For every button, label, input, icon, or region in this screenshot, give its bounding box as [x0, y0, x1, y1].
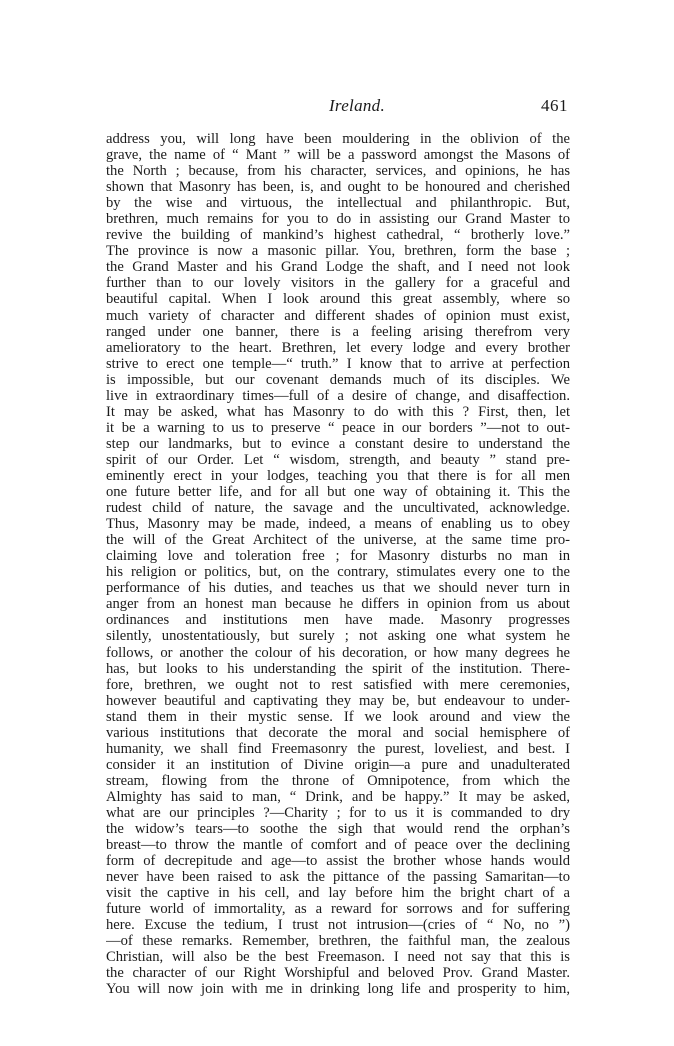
text-line: strive to erect one temple—“ truth.” I know that to arrive at perfection — [106, 355, 570, 372]
text-line: address you, will long have been mouldering in the oblivion of the — [106, 131, 570, 147]
text-line: visit the captive in his cell, and lay before him the bright chart of a — [106, 885, 570, 902]
text-line: however beautiful and captivating they may be, but endeavour to under- — [106, 692, 570, 709]
text-line: stand them in their mystic sense. If we look around and view the — [106, 708, 570, 725]
text-line: Christian, will also be the best Freemason. I need not say that this is — [106, 949, 570, 966]
text-line: anger from an honest man because he differs in opinion from us about — [106, 596, 570, 613]
text-line: silently, unostentatiously, but surely ; not asking one what system he — [106, 628, 570, 645]
text-line: future world of immortality, as a reward for sorrows and for suffering — [106, 901, 570, 918]
text-line: beautiful capital. When I look around this great assembly, where so — [106, 291, 570, 308]
text-line: breast—to throw the mantle of comfort and of peace over the declining — [106, 837, 570, 854]
text-line: consider it an institution of Divine origin—a pure and unadulterated — [106, 756, 570, 773]
text-line: brethren, much remains for you to do in assisting our Grand Master to — [106, 211, 570, 228]
text-line: is impossible, but our covenant demands much of its disciples. We — [106, 371, 570, 388]
text-line: revive the building of mankind’s highest cathedral, “ brotherly love.” — [106, 227, 570, 244]
text-line: what are our principles ?—Charity ; for to us it is commanded to dry — [106, 804, 570, 821]
text-line: the North ; because, from his character, services, and opinions, he has — [106, 163, 570, 180]
text-line: grave, the name of “ Mant ” will be a password amongst the Masons of — [106, 147, 570, 164]
text-line: form of decrepitude and age—to assist the brother whose hands would — [106, 853, 570, 870]
text-line: follows, or another the colour of his decoration, or how many degrees he — [106, 644, 570, 661]
text-line: It may be asked, what has Masonry to do with this ? First, then, let — [106, 403, 570, 420]
text-line: ordinances and institutions men have made. Masonry progresses — [106, 612, 570, 629]
text-line: claiming love and toleration free ; for Masonry disturbs no man in — [106, 548, 570, 565]
text-line: ranged under one banner, there is a feeling arising therefrom very — [106, 323, 570, 340]
running-title: Ireland. — [328, 96, 386, 115]
text-line: further than to our lovely visitors in the gallery for a graceful and — [106, 275, 570, 292]
text-line: amelioratory to the heart. Brethren, let every lodge and every brother — [106, 339, 570, 356]
text-line: —of these remarks. Remember, brethren, the faithful man, the zealous — [106, 933, 570, 950]
text-line: fore, brethren, we ought not to rest satisfied with mere ceremonies, — [106, 676, 570, 693]
text-line: has, but looks to his understanding the spirit of the institution. There- — [106, 660, 570, 677]
text-line: here. Excuse the tedium, I trust not intrusion—(cries of “ No, no ”) — [106, 917, 570, 934]
text-line: rudest child of nature, the savage and the uncultivated, acknowledge. — [106, 500, 570, 517]
text-line: Thus, Masonry may be made, indeed, a means of enabling us to obey — [106, 516, 570, 533]
text-line: the character of our Right Worshipful and beloved Prov. Grand Master. — [106, 965, 570, 982]
text-line: his religion or politics, but, on the contrary, stimulates every one to the — [106, 564, 570, 581]
text-line: spirit of our Order. Let “ wisdom, strength, and beauty ” stand pre- — [106, 451, 570, 468]
text-line: live in extraordinary times—full of a desire of change, and disaffection. — [106, 387, 570, 404]
text-line: much variety of character and different shades of opinion must exist, — [106, 307, 570, 324]
text-line: Almighty has said to man, “ Drink, and be happy.” It may be asked, — [106, 788, 570, 805]
text-line: never have been raised to ask the pittance of the passing Samaritan—to — [106, 869, 570, 886]
page-number: 461 — [541, 96, 568, 115]
text-line: the will of the Great Architect of the universe, at the same time pro- — [106, 532, 570, 549]
text-line: one future better life, and for all but one way of obtaining it. This the — [106, 484, 570, 501]
text-line: it be a warning to us to preserve “ peace in our borders ”—not to out- — [106, 419, 570, 436]
text-line: the widow’s tears—to soothe the sigh that would rend the orphan’s — [106, 821, 570, 838]
text-line: the Grand Master and his Grand Lodge the shaft, and I need not look — [106, 259, 570, 276]
text-line: stream, flowing from the throne of Omnipotence, from which the — [106, 772, 570, 789]
text-line: The province is now a masonic pillar. You, brethren, form the base ; — [106, 243, 570, 260]
text-line: performance of his duties, and teaches us that we should never turn in — [106, 580, 570, 597]
text-line: eminently erect in your lodges, teaching you that there is for all men — [106, 467, 570, 484]
text-line: by the wise and virtuous, the intellectual and philanthropic. But, — [106, 195, 570, 212]
text-line: shown that Masonry has been, is, and ought to be honoured and cherished — [106, 179, 570, 196]
text-line: various institutions that decorate the moral and social hemisphere of — [106, 724, 570, 741]
text-line: step our landmarks, but to evince a constant desire to understand the — [106, 435, 570, 452]
text-line: humanity, we shall find Freemasonry the purest, loveliest, and best. I — [106, 740, 570, 757]
text-line: You will now join with me in drinking long life and prosperity to him, — [106, 981, 570, 998]
body-text — [106, 131, 570, 998]
